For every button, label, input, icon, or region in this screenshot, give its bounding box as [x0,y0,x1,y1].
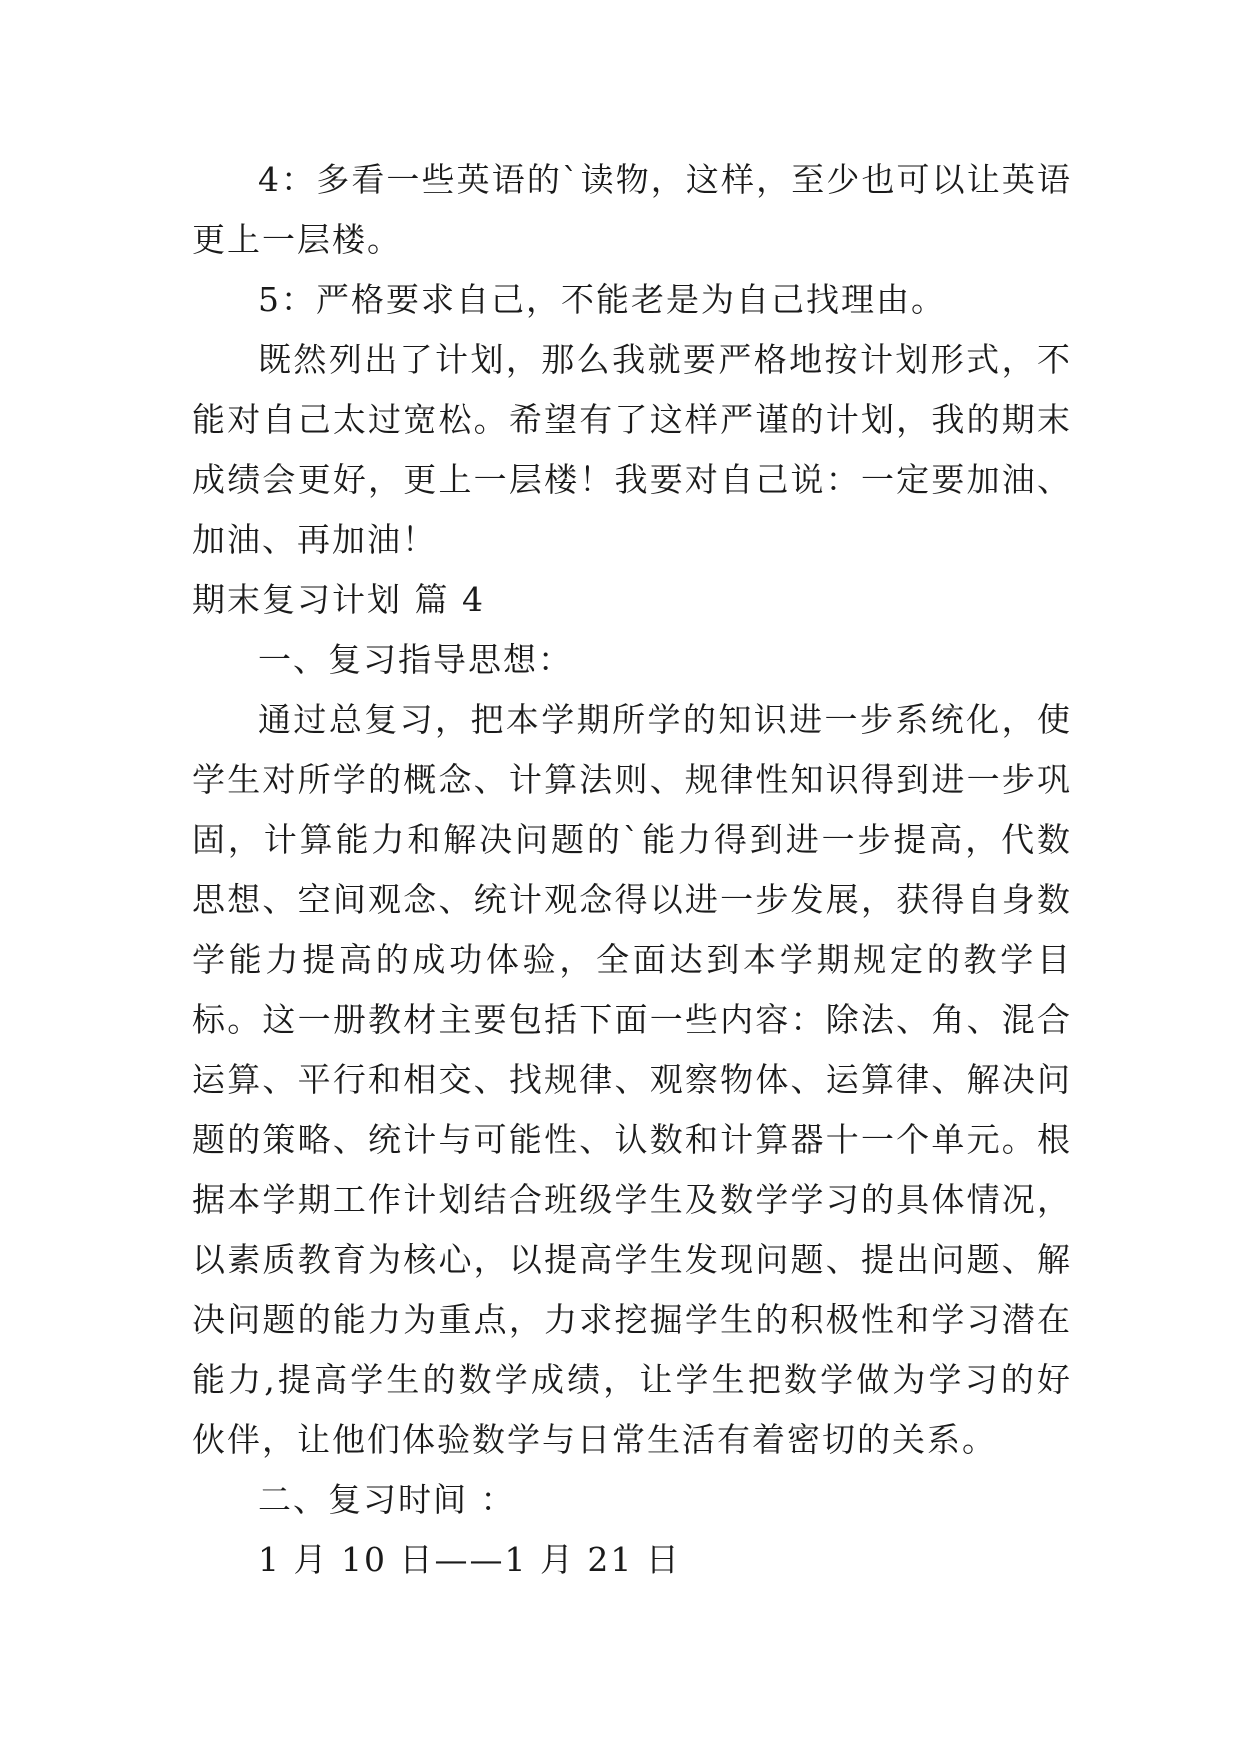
guiding-thought-paragraph: 通过总复习，把本学期所学的知识进一步系统化，使学生对所学的概念、计算法则、规律性知识得到进一步巩固，计算能力和解决问题的`能力得到进一步提高，代数思想、空间观念、统计观念得以进一步发展，获得自身数学能力提高的成功体验，全面达到本学期规定的教学目标。这一册教材主要包括下面一些内容：除法、角、混合运算、平行和相交、找规律、观察物体、运算律、解决问题的策略、统计与可能性、认数和计算器十一个单元。根据本学期工作计划结合班级学生及数学学习的具体情况，以素质教育为核心，以提高学生发现问题、提出问题、解决问题的能力为重点，力求挖掘学生的积极性和学习潜在能力,提高学生的数学成绩，让学生把数学做为学习的好伙伴，让他们体验数学与日常生活有着密切的关系。 [192,700,1072,1459]
review-date-range: 1 月 10 日——1 月 21 日 [258,1540,681,1579]
section-title: 期末复习计划 篇 4 [192,580,485,619]
closing-paragraph: 既然列出了计划，那么我就要严格地按计划形式，不能对自己太过宽松。希望有了这样严谨的计划，我的期末成绩会更好，更上一层楼！我要对自己说：一定要加油、加油、再加油！ [192,340,1072,559]
subheading-review-time: 二、复习时间 ： [258,1480,516,1519]
list-item-5: 5：严格要求自己，不能老是为自己找理由。 [258,280,946,319]
subheading-guiding-thought: 一、复习指导思想： [258,640,573,679]
document-body [192,150,1072,1590]
list-item-4: 4：多看一些英语的`读物，这样，至少也可以让英语更上一层楼。 [192,160,1072,259]
